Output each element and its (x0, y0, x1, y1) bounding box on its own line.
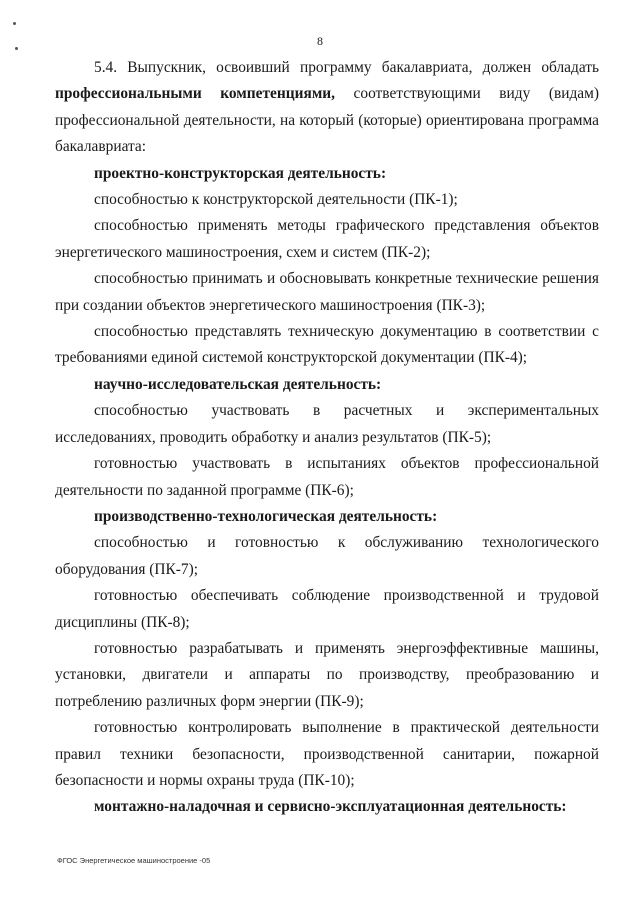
section-heading: производственно-технологическая деятельность: (94, 507, 438, 525)
page-number: 8 (317, 34, 323, 48)
competency-item: способностью представлять техническую документацию в соответствии с требованиями единой системой конструкторской документации (ПК-4); (55, 323, 599, 367)
competency-item: готовностью обеспечивать соблюдение производственной и трудовой дисциплины (ПК-8); (55, 587, 599, 631)
section-heading: монтажно-наладочная и сервисно-эксплуатационная деятельность: (94, 798, 567, 816)
competency-item: способностью принимать и обосновывать конкретные технические решения при создании объектов энергетического машиностроения (ПК-3); (55, 270, 599, 314)
scan-speck (13, 22, 16, 25)
section-heading: научно-исследовательская деятельность: (94, 375, 382, 393)
intro-rest: соответствующими виду (видам) профессиональной деятельности, на который (которые) ориентирована программа бакалавриата: (55, 85, 599, 156)
section-heading: проектно-конструкторская деятельность: (94, 164, 387, 182)
competency-item: способностью применять методы графического представления объектов энергетического машиностроения, схем и систем (ПК-2); (55, 217, 599, 261)
document-body (55, 55, 599, 821)
intro-bold-term: профессиональными компетенциями, (55, 85, 336, 103)
competency-item: готовностью контролировать выполнение в практической деятельности правил техники безопасности, производственной санитарии, пожарной безопасности и нормы охраны труда (ПК-10); (55, 719, 599, 789)
intro-lead: 5.4. Выпускник, освоивший программу бакалавриата, должен обладать (94, 59, 599, 76)
competency-item: готовностью участвовать в испытаниях объектов профессиональной деятельности по заданной программе (ПК-6); (55, 455, 599, 499)
competency-item: способностью и готовностью к обслуживанию технологического оборудования (ПК-7); (55, 534, 599, 578)
footer-document-code: ФГОС Энергетическое машиностроение -05 (57, 856, 211, 865)
competency-item: способностью участвовать в расчетных и экспериментальных исследованиях, проводить обработку и анализ результатов (ПК-5); (55, 402, 599, 446)
competency-item: готовностью разрабатывать и применять энергоэффективные машины, установки, двигатели и аппараты по производству, преобразованию и потреблению различных форм энергии (ПК-9); (55, 639, 599, 710)
intro-paragraph (55, 55, 599, 161)
competency-item: способностью к конструкторской деятельности (ПК-1); (94, 191, 458, 209)
